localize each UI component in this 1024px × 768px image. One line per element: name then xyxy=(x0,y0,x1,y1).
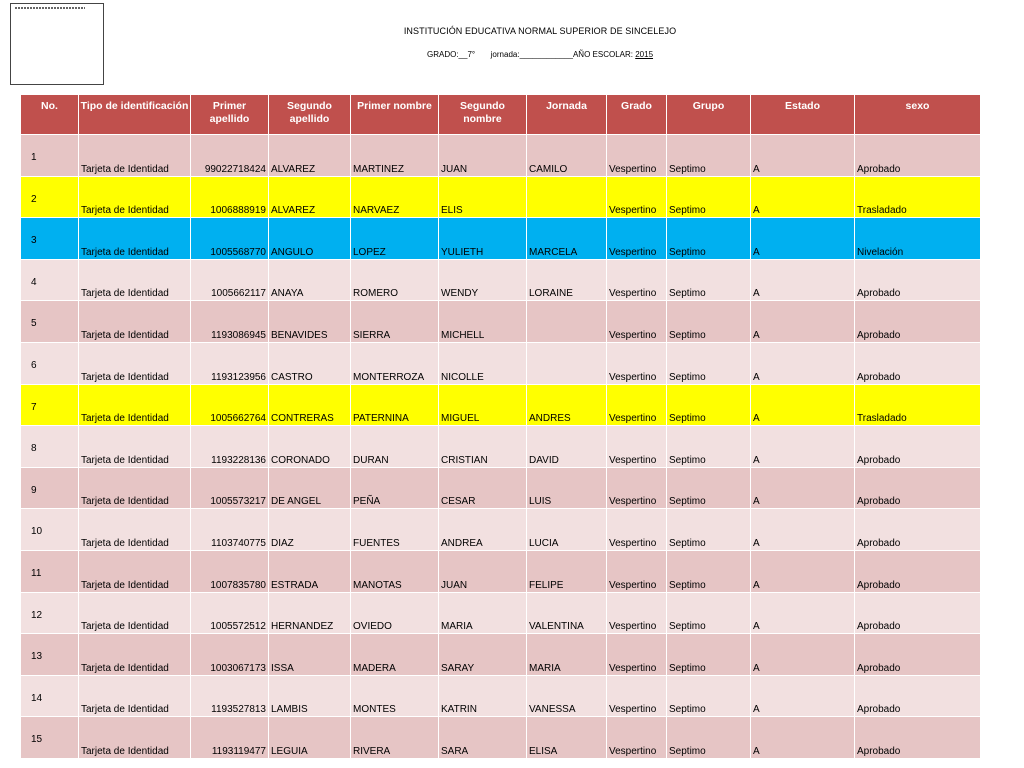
table-header xyxy=(21,95,981,135)
row-number: 9 xyxy=(31,484,37,496)
cell-documento: 1193228136 xyxy=(191,426,269,468)
table-row xyxy=(21,634,981,676)
cell-tipo-identificacion: Tarjeta de Identidad xyxy=(79,218,191,260)
table-row xyxy=(21,592,981,634)
cell-segundo-apellido: DURAN xyxy=(351,426,439,468)
cell-primer-nombre: MARIA xyxy=(439,592,527,634)
cell-primer-nombre: CRISTIAN xyxy=(439,426,527,468)
table-row xyxy=(21,509,981,551)
cell-segundo-nombre: MARIA xyxy=(527,634,607,676)
logo-caption-line xyxy=(15,7,85,9)
cell-documento: 1193119477 xyxy=(191,717,269,759)
cell-jornada: Vespertino xyxy=(607,135,667,177)
cell-jornada: Vespertino xyxy=(607,301,667,343)
cell-primer-nombre: SARA xyxy=(439,717,527,759)
table-row xyxy=(21,675,981,717)
cell-grado: Septimo xyxy=(667,467,751,509)
cell-estado: Aprobado xyxy=(855,342,981,384)
cell-tipo-identificacion: Tarjeta de Identidad xyxy=(79,550,191,592)
cell-segundo-nombre: LORAINE xyxy=(527,259,607,301)
cell-estado: Aprobado xyxy=(855,135,981,177)
row-number: 2 xyxy=(31,193,37,205)
cell-primer-apellido: DIAZ xyxy=(269,509,351,551)
cell-segundo-nombre xyxy=(527,342,607,384)
cell-segundo-nombre: DAVID xyxy=(527,426,607,468)
table-row xyxy=(21,717,981,759)
header-no: No. xyxy=(21,95,79,135)
cell-no xyxy=(21,218,79,260)
cell-no xyxy=(21,342,79,384)
cell-primer-apellido: CORONADO xyxy=(269,426,351,468)
cell-jornada: Vespertino xyxy=(607,550,667,592)
cell-segundo-apellido: MONTERROZA xyxy=(351,342,439,384)
cell-grupo: A xyxy=(751,218,855,260)
cell-grado: Septimo xyxy=(667,218,751,260)
cell-grado: Septimo xyxy=(667,509,751,551)
cell-jornada: Vespertino xyxy=(607,342,667,384)
cell-grupo: A xyxy=(751,634,855,676)
cell-primer-apellido: HERNANDEZ xyxy=(269,592,351,634)
cell-segundo-nombre: VALENTINA xyxy=(527,592,607,634)
cell-no xyxy=(21,592,79,634)
anio-escolar-value: 2015 xyxy=(635,50,654,59)
student-table xyxy=(20,94,981,759)
cell-tipo-identificacion: Tarjeta de Identidad xyxy=(79,675,191,717)
grado-label: GRADO:__7° xyxy=(426,50,476,59)
cell-grado: Septimo xyxy=(667,592,751,634)
cell-primer-apellido: BENAVIDES xyxy=(269,301,351,343)
cell-segundo-nombre: LUIS xyxy=(527,467,607,509)
cell-primer-apellido: CONTRERAS xyxy=(269,384,351,426)
cell-documento: 1003067173 xyxy=(191,634,269,676)
cell-tipo-identificacion: Tarjeta de Identidad xyxy=(79,467,191,509)
cell-primer-nombre: WENDY xyxy=(439,259,527,301)
cell-estado: Trasladado xyxy=(855,176,981,218)
cell-estado: Aprobado xyxy=(855,301,981,343)
cell-primer-nombre: MICHELL xyxy=(439,301,527,343)
cell-segundo-apellido: MANOTAS xyxy=(351,550,439,592)
cell-tipo-identificacion: Tarjeta de Identidad xyxy=(79,301,191,343)
cell-grupo: A xyxy=(751,717,855,759)
cell-primer-apellido: ALVAREZ xyxy=(269,135,351,177)
cell-segundo-apellido: NARVAEZ xyxy=(351,176,439,218)
cell-no xyxy=(21,301,79,343)
cell-grado: Septimo xyxy=(667,135,751,177)
cell-documento: 1005572512 xyxy=(191,592,269,634)
cell-no xyxy=(21,384,79,426)
header-grado: Grado xyxy=(607,95,667,135)
table-body xyxy=(21,135,981,759)
cell-segundo-apellido: PATERNINA xyxy=(351,384,439,426)
row-number: 7 xyxy=(31,401,37,413)
cell-documento: 1103740775 xyxy=(191,509,269,551)
cell-primer-apellido: ALVAREZ xyxy=(269,176,351,218)
cell-grado: Septimo xyxy=(667,342,751,384)
cell-grupo: A xyxy=(751,675,855,717)
cell-jornada: Vespertino xyxy=(607,675,667,717)
cell-no xyxy=(21,135,79,177)
cell-no xyxy=(21,509,79,551)
cell-primer-nombre: CESAR xyxy=(439,467,527,509)
cell-tipo-identificacion: Tarjeta de Identidad xyxy=(79,135,191,177)
header-primer-apellido: Primer apellido xyxy=(191,95,269,135)
cell-grupo: A xyxy=(751,467,855,509)
cell-documento: 1005662117 xyxy=(191,259,269,301)
cell-no xyxy=(21,634,79,676)
cell-grado: Septimo xyxy=(667,675,751,717)
table-row xyxy=(21,301,981,343)
cell-jornada: Vespertino xyxy=(607,218,667,260)
header-estado: Estado xyxy=(751,95,855,135)
cell-grado: Septimo xyxy=(667,384,751,426)
cell-grupo: A xyxy=(751,135,855,177)
table-row xyxy=(21,384,981,426)
cell-jornada: Vespertino xyxy=(607,634,667,676)
cell-grupo: A xyxy=(751,509,855,551)
cell-segundo-apellido: MADERA xyxy=(351,634,439,676)
cell-tipo-identificacion: Tarjeta de Identidad xyxy=(79,509,191,551)
row-number: 5 xyxy=(31,318,37,330)
cell-jornada: Vespertino xyxy=(607,509,667,551)
school-logo-placeholder xyxy=(10,3,104,85)
cell-tipo-identificacion: Tarjeta de Identidad xyxy=(79,342,191,384)
jornada-label: jornada:____________AÑO ESCOLAR: xyxy=(490,50,633,59)
cell-no xyxy=(21,717,79,759)
cell-segundo-apellido: MONTES xyxy=(351,675,439,717)
cell-grupo: A xyxy=(751,259,855,301)
table-row xyxy=(21,135,981,177)
table-row xyxy=(21,342,981,384)
row-number: 3 xyxy=(31,235,37,247)
cell-documento: 1005573217 xyxy=(191,467,269,509)
cell-segundo-nombre: VANESSA xyxy=(527,675,607,717)
cell-jornada: Vespertino xyxy=(607,717,667,759)
cell-estado: Nivelación xyxy=(855,218,981,260)
cell-no xyxy=(21,467,79,509)
cell-no xyxy=(21,675,79,717)
cell-no xyxy=(21,176,79,218)
cell-no xyxy=(21,550,79,592)
cell-grado: Septimo xyxy=(667,426,751,468)
cell-grado: Septimo xyxy=(667,634,751,676)
table-row xyxy=(21,218,981,260)
cell-estado: Aprobado xyxy=(855,550,981,592)
document-subtitle xyxy=(300,50,780,59)
cell-primer-apellido: ANAYA xyxy=(269,259,351,301)
header-grupo: Grupo xyxy=(667,95,751,135)
cell-jornada: Vespertino xyxy=(607,467,667,509)
cell-tipo-identificacion: Tarjeta de Identidad xyxy=(79,592,191,634)
cell-grado: Septimo xyxy=(667,550,751,592)
table-row xyxy=(21,259,981,301)
row-number: 8 xyxy=(31,443,37,455)
cell-estado: Aprobado xyxy=(855,426,981,468)
cell-estado: Aprobado xyxy=(855,592,981,634)
cell-tipo-identificacion: Tarjeta de Identidad xyxy=(79,634,191,676)
cell-grupo: A xyxy=(751,426,855,468)
cell-segundo-apellido: MARTINEZ xyxy=(351,135,439,177)
row-number: 14 xyxy=(31,692,43,704)
row-number: 12 xyxy=(31,609,43,621)
cell-jornada: Vespertino xyxy=(607,592,667,634)
cell-estado: Aprobado xyxy=(855,675,981,717)
cell-tipo-identificacion: Tarjeta de Identidad xyxy=(79,717,191,759)
cell-grupo: A xyxy=(751,301,855,343)
cell-primer-apellido: LAMBIS xyxy=(269,675,351,717)
row-number: 15 xyxy=(31,734,43,746)
table-row xyxy=(21,550,981,592)
cell-documento: 1193527813 xyxy=(191,675,269,717)
table-row xyxy=(21,467,981,509)
row-number: 10 xyxy=(31,526,43,538)
cell-segundo-nombre: MARCELA xyxy=(527,218,607,260)
cell-segundo-apellido: SIERRA xyxy=(351,301,439,343)
cell-grado: Septimo xyxy=(667,176,751,218)
cell-documento: 1005662764 xyxy=(191,384,269,426)
cell-grado: Septimo xyxy=(667,301,751,343)
cell-primer-nombre: MIGUEL xyxy=(439,384,527,426)
cell-estado: Aprobado xyxy=(855,259,981,301)
cell-segundo-nombre: LUCIA xyxy=(527,509,607,551)
cell-estado: Aprobado xyxy=(855,717,981,759)
cell-segundo-apellido: PEÑA xyxy=(351,467,439,509)
cell-estado: Aprobado xyxy=(855,509,981,551)
cell-tipo-identificacion: Tarjeta de Identidad xyxy=(79,259,191,301)
table-row xyxy=(21,176,981,218)
cell-no xyxy=(21,426,79,468)
cell-grupo: A xyxy=(751,384,855,426)
cell-documento: 1006888919 xyxy=(191,176,269,218)
cell-estado: Aprobado xyxy=(855,634,981,676)
row-number: 4 xyxy=(31,276,37,288)
row-number: 13 xyxy=(31,651,43,663)
cell-primer-apellido: DE ANGEL xyxy=(269,467,351,509)
cell-tipo-identificacion: Tarjeta de Identidad xyxy=(79,426,191,468)
cell-primer-nombre: ANDREA xyxy=(439,509,527,551)
cell-grupo: A xyxy=(751,550,855,592)
cell-jornada: Vespertino xyxy=(607,259,667,301)
header-primer-nombre: Primer nombre xyxy=(351,95,439,135)
cell-grupo: A xyxy=(751,176,855,218)
cell-jornada: Vespertino xyxy=(607,426,667,468)
cell-tipo-identificacion: Tarjeta de Identidad xyxy=(79,384,191,426)
cell-segundo-nombre xyxy=(527,301,607,343)
row-number: 1 xyxy=(31,152,37,163)
cell-primer-apellido: LEGUIA xyxy=(269,717,351,759)
cell-primer-nombre: ELIS xyxy=(439,176,527,218)
cell-documento: 1193123956 xyxy=(191,342,269,384)
cell-documento: 1193086945 xyxy=(191,301,269,343)
document-title: INSTITUCIÓN EDUCATIVA NORMAL SUPERIOR DE SINCELEJO xyxy=(403,26,677,36)
header-segundo-apellido: Segundo apellido xyxy=(269,95,351,135)
cell-grupo: A xyxy=(751,592,855,634)
cell-jornada: Vespertino xyxy=(607,384,667,426)
cell-grado: Septimo xyxy=(667,259,751,301)
cell-segundo-nombre: FELIPE xyxy=(527,550,607,592)
cell-segundo-apellido: FUENTES xyxy=(351,509,439,551)
cell-segundo-apellido: LOPEZ xyxy=(351,218,439,260)
cell-primer-apellido: CASTRO xyxy=(269,342,351,384)
row-number: 11 xyxy=(31,567,42,579)
cell-primer-nombre: YULIETH xyxy=(439,218,527,260)
header-tipo-identificacion: Tipo de identificación xyxy=(79,95,191,135)
cell-primer-apellido: ANGULO xyxy=(269,218,351,260)
cell-documento: 99022718424 xyxy=(191,135,269,177)
header-jornada: Jornada xyxy=(527,95,607,135)
cell-segundo-apellido: ROMERO xyxy=(351,259,439,301)
cell-estado: Trasladado xyxy=(855,384,981,426)
cell-no xyxy=(21,259,79,301)
cell-grupo: A xyxy=(751,342,855,384)
cell-documento: 1005568770 xyxy=(191,218,269,260)
cell-primer-nombre: SARAY xyxy=(439,634,527,676)
row-number: 6 xyxy=(31,359,37,371)
header-row xyxy=(21,95,981,135)
cell-primer-apellido: ISSA xyxy=(269,634,351,676)
cell-primer-nombre: JUAN xyxy=(439,135,527,177)
cell-segundo-apellido: RIVERA xyxy=(351,717,439,759)
cell-segundo-nombre xyxy=(527,176,607,218)
cell-jornada: Vespertino xyxy=(607,176,667,218)
cell-primer-nombre: NICOLLE xyxy=(439,342,527,384)
header-sexo: sexo xyxy=(855,95,981,135)
cell-segundo-apellido: OVIEDO xyxy=(351,592,439,634)
cell-grado: Septimo xyxy=(667,717,751,759)
cell-tipo-identificacion: Tarjeta de Identidad xyxy=(79,176,191,218)
table-row xyxy=(21,426,981,468)
cell-documento: 1007835780 xyxy=(191,550,269,592)
cell-estado: Aprobado xyxy=(855,467,981,509)
header-segundo-nombre: Segundo nombre xyxy=(439,95,527,135)
cell-primer-apellido: ESTRADA xyxy=(269,550,351,592)
cell-segundo-nombre: CAMILO xyxy=(527,135,607,177)
cell-segundo-nombre: ANDRES xyxy=(527,384,607,426)
cell-primer-nombre: JUAN xyxy=(439,550,527,592)
cell-segundo-nombre: ELISA xyxy=(527,717,607,759)
cell-primer-nombre: KATRIN xyxy=(439,675,527,717)
